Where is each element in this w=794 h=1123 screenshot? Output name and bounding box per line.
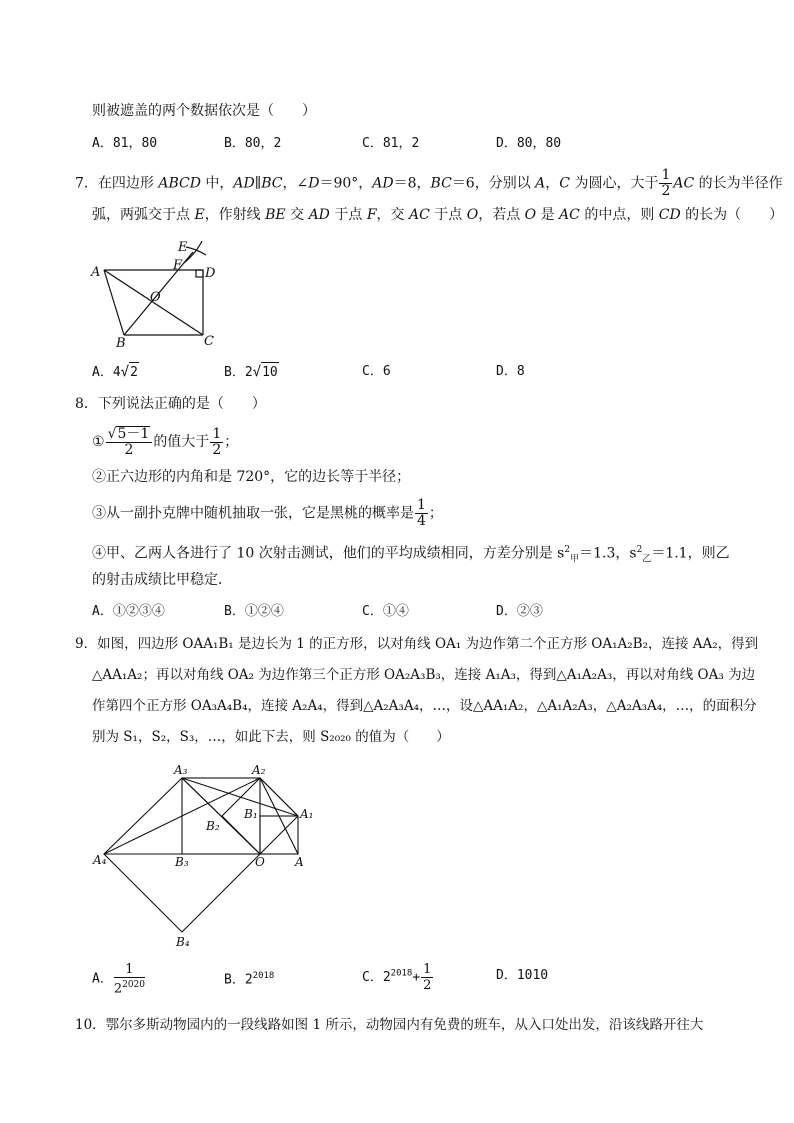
q9-squares-figure xyxy=(90,758,330,954)
q7-line-1: 7．在四边形 ABCD 中，AD∥BC，∠D＝90°，AD＝8，BC＝6，分别以 A，C 为圆心，大于 $\frac{1}{2}$ AC 的长为半径作 xyxy=(75,167,783,199)
label-o: O xyxy=(255,855,265,869)
label-a2: A₂ xyxy=(252,763,266,777)
label-a: A xyxy=(91,265,101,280)
question-6-tail: 则被遮盖的两个数据依次是（ ） xyxy=(92,103,316,119)
q6-option-a[interactable]: A．81，80 xyxy=(92,136,158,151)
label-a1: A₁ xyxy=(300,807,314,821)
q8-option-a[interactable]: A．①②③④ xyxy=(92,604,165,619)
q9-line-1: 9．如图，四边形 OAA₁B₁ 是边长为 1 的正方形，以对角线 OA₁ 为边作第二个正方形 OA₁A₂B₂，连接 AA₂，得到 xyxy=(75,636,759,652)
q6-option-c[interactable]: C．81，2 xyxy=(362,136,420,151)
q8-statement-4: ④甲、乙两人各进行了 10 次射击测试，他们的平均成绩相同，方差分别是 $s^2_甲=1.3$，$s^2_乙=1.1$，则乙 xyxy=(92,545,730,565)
q8-statement-1: ① $\frac{√5-1}{2}$ 的值大于 $\frac{1}{2}$ ； xyxy=(92,425,239,458)
q10-line-1: 10．鄂尔多斯动物园内的一段线路如图 1 所示，动物园内有免费的班车，从入口处出发，沿该线路开往大 xyxy=(75,1017,704,1033)
q7-option-a[interactable]: A．4√2 xyxy=(92,362,139,383)
label-b4: B₄ xyxy=(176,935,190,949)
label-f: F xyxy=(173,258,183,273)
fraction-one-half: $\frac{1}{2}$ xyxy=(661,167,671,199)
q8-option-d[interactable]: D．②③ xyxy=(496,604,543,619)
q9-option-d[interactable]: D．1010 xyxy=(496,968,549,983)
label-o: O xyxy=(150,290,161,305)
q9-line-2: △AA₁A₂；再以对角线 OA₂ 为边作第三个正方形 OA₂A₃B₃，连接 A₁A₃，得到△A₁A₂A₃，再以对角线 OA₃ 为边 xyxy=(92,667,756,683)
label-e: E xyxy=(178,240,188,255)
label-a4: A₄ xyxy=(93,853,107,867)
label-b2: B₂ xyxy=(206,819,220,833)
q7-option-d[interactable]: D．8 xyxy=(496,364,525,379)
q6-option-d[interactable]: D．80，80 xyxy=(496,136,562,151)
q8-statement-2: ②正六边形的内角和是 720°，它的边长等于半径； xyxy=(92,469,411,485)
q9-line-4: 别为 S₁，S₂，S₃，…，如此下去，则 S₂₀₂₀ 的值为（ ） xyxy=(92,729,450,745)
label-b: B xyxy=(116,336,126,349)
label-b1: B₁ xyxy=(244,807,258,821)
q8-option-c[interactable]: C．①④ xyxy=(362,604,409,619)
q9-option-b[interactable]: B．$2^{2018}$ xyxy=(224,971,275,988)
q9-option-a[interactable]: A． $\frac{1}{2^{2020}}$ xyxy=(92,962,146,997)
q9-option-c[interactable]: C．$2^{2018}+$ $\frac{1}{2}$ xyxy=(362,962,432,993)
q8-statement-3: ③从一副扑克牌中随机抽取一张，它是黑桃的概率是 $\frac{1}{4}$ ； xyxy=(92,497,443,529)
label-d: D xyxy=(205,266,216,281)
q7-quadrilateral-figure xyxy=(88,237,228,349)
label-b3: B₃ xyxy=(175,855,189,869)
q8-title: 8．下列说法正确的是（ ） xyxy=(75,396,266,412)
right-angle-mark xyxy=(196,270,203,277)
label-a3: A₃ xyxy=(174,763,188,777)
q8-option-b[interactable]: B．①②④ xyxy=(224,604,284,619)
q7-line-2: 弧，两弧交于点 E，作射线 BE 交 AD 于点 F，交 AC 于点 O，若点 O 是 AC 的中点，则 CD 的长为（ ） xyxy=(92,207,784,223)
q7-option-c[interactable]: C．6 xyxy=(362,364,391,379)
label-c: C xyxy=(204,334,214,349)
label-a: A xyxy=(295,855,304,869)
q8-statement-4-cont: 的射击成绩比甲稳定． xyxy=(92,572,232,588)
q6-option-b[interactable]: B．80，2 xyxy=(224,136,282,151)
segment-a1-a3 xyxy=(182,778,298,816)
q7-option-b[interactable]: B．2√10 xyxy=(224,362,279,383)
q9-line-3: 作第四个正方形 OA₃A₄B₄，连接 A₂A₄，得到△A₂A₃A₄，…，设△AA₁A₂，△A₁A₂A₃，△A₂A₃A₄，…，的面积分 xyxy=(92,698,757,714)
segment-ba xyxy=(104,270,124,335)
